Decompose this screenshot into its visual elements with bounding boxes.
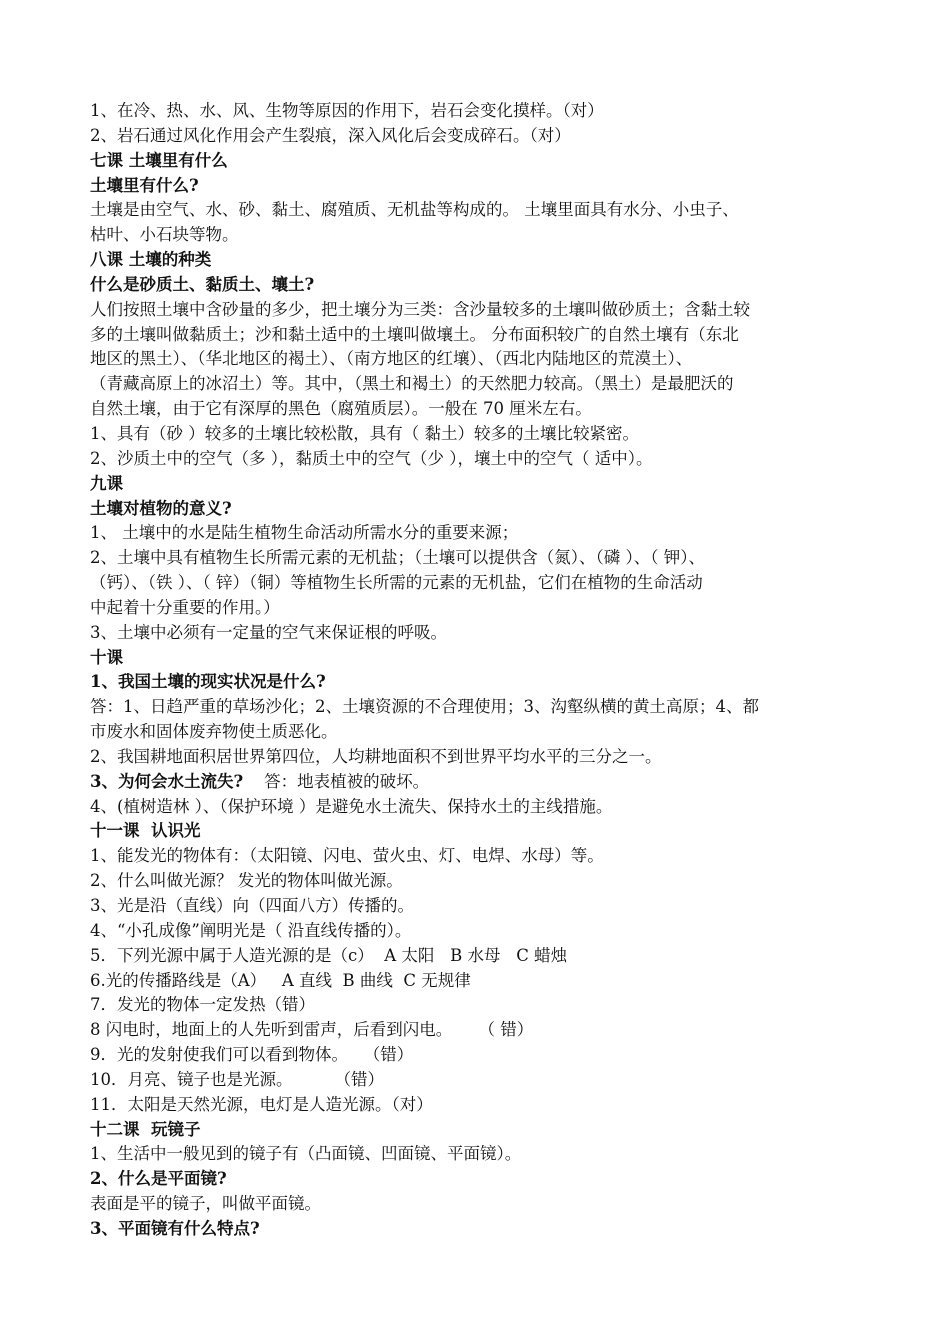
text-line: [90, 422, 870, 447]
text-line: [90, 1068, 870, 1093]
text-line: [90, 720, 870, 745]
text-line: [90, 1043, 870, 1068]
line-text: 1、具有（砂 ）较多的土壤比较松散，具有（ 黏土）较多的土壤比较紧密。: [90, 423, 639, 443]
text-line: [90, 1018, 870, 1043]
text-line: [90, 372, 870, 397]
line-text: 多的土壤叫做黏质土；沙和黏土适中的土壤叫做壤土。 分布面积较广的自然土壤有（东北: [90, 324, 739, 344]
text-line: [90, 571, 870, 596]
text-line: [90, 99, 870, 124]
document-body: [90, 99, 870, 1242]
text-line: [90, 1192, 870, 1217]
line-text: 3、平面镜有什么特点?: [90, 1218, 260, 1238]
text-line: [90, 298, 870, 323]
line-text: 1、 土壤中的水是陆生植物生命活动所需水分的重要来源；: [90, 523, 519, 543]
line-text: 1、能发光的物体有：（太阳镜、闪电、萤火虫、灯、电焊、水母）等。: [90, 846, 604, 866]
line-text: 十一课 认识光: [90, 821, 201, 841]
text-line: [90, 124, 870, 149]
line-text: 自然土壤，由于它有深厚的黑色（腐殖质层）。一般在 70 厘米左右。: [90, 399, 592, 419]
text-line: [90, 869, 870, 894]
section-heading: [90, 497, 870, 522]
section-heading: [90, 472, 870, 497]
text-line: [90, 347, 870, 372]
text-line: [90, 323, 870, 348]
line-text: 7．发光的物体一定发热（错）: [90, 995, 315, 1015]
text-line: [90, 919, 870, 944]
line-text: 2、我国耕地面积居世界第四位，人均耕地面积不到世界平均水平的三分之一。: [90, 746, 662, 766]
text-line: [90, 944, 870, 969]
section-heading: [90, 1118, 870, 1143]
line-text: 土壤对植物的意义?: [90, 498, 232, 518]
line-text: 8 闪电时，地面上的人先听到雷声，后看到闪电。 （ 错）: [90, 1020, 534, 1040]
line-text: 2、什么叫做光源？ 发光的物体叫做光源。: [90, 871, 403, 891]
text-line: [90, 1093, 870, 1118]
text-line: [90, 447, 870, 472]
line-text: 七课 土壤里有什么: [90, 150, 228, 170]
text-line: [90, 969, 870, 994]
line-text: 4、(植树造林 ）、（保护环境 ）是避免水土流失、保持水土的主线措施。: [90, 796, 613, 816]
text-line: [90, 223, 870, 248]
section-heading: [90, 248, 870, 273]
text-line: [90, 894, 870, 919]
line-text: 十二课 玩镜子: [90, 1119, 201, 1139]
text-line: [90, 844, 870, 869]
section-heading: [90, 149, 870, 174]
section-heading: [90, 770, 870, 795]
section-heading: [90, 670, 870, 695]
section-heading: [90, 174, 870, 199]
line-text: 1、在冷、热、水、风、生物等原因的作用下，岩石会变化摸样。（对）: [90, 101, 604, 120]
line-text: 人们按照土壤中含砂量的多少，把土壤分为三类：含沙量较多的土壤叫做砂质土；含黏土较: [90, 299, 750, 319]
line-text: 6.光的传播路线是（A） A 直线 B 曲线 C 无规律: [90, 970, 471, 990]
section-heading: [90, 1217, 870, 1242]
line-text: 9．光的发射使我们可以看到物体。 （错）: [90, 1045, 414, 1065]
line-text: 九课: [90, 473, 123, 493]
section-heading: [90, 1167, 870, 1192]
text-line: [90, 745, 870, 770]
line-text: 3、光是沿（直线）向（四面八方）传播的。: [90, 896, 414, 915]
line-text: 地区的黑土）、（华北地区的褐土）、（南方地区的红壤）、（西北内陆地区的荒漠土）、: [90, 349, 693, 369]
line-text: 表面是平的镜子，叫做平面镜。: [90, 1194, 321, 1214]
line-text: 1、我国土壤的现实状况是什么?: [90, 672, 326, 692]
line-text: 八课 土壤的种类: [90, 250, 212, 270]
text-line: [90, 198, 870, 223]
section-heading: [90, 273, 870, 298]
line-text: 1、生活中一般见到的镜子有（凸面镜、凹面镜、平面镜）。: [90, 1144, 522, 1164]
line-text: 2、土壤中具有植物生长所需元素的无机盐；（土壤可以提供含（氮）、（磷 ）、（ 钾）、: [90, 548, 705, 568]
line-text: 答：1、日趋严重的草场沙化；2、土壤资源的不合理使用；3、沟壑纵横的黄土高原；4、都: [90, 697, 759, 717]
text-line: [90, 521, 870, 546]
text-line: [90, 621, 870, 646]
text-line: [90, 397, 870, 422]
text-line: [90, 695, 870, 720]
line-text: 土壤是由空气、水、砂、黏土、腐殖质、无机盐等构成的。 土壤里面具有水分、小虫子、: [90, 200, 739, 220]
line-text: 2、沙质土中的空气（多 ），黏质土中的空气（少 ），壤土中的空气（ 适中）。: [90, 448, 653, 468]
line-text: 3、为何会水土流失?: [90, 771, 244, 791]
line-text: 2、什么是平面镜?: [90, 1169, 227, 1189]
line-text: 市废水和固体废弃物使土质恶化。: [90, 722, 338, 742]
text-line: [90, 546, 870, 571]
line-text: 2、岩石通过风化作用会产生裂痕，深入风化后会变成碎石。（对）: [90, 125, 571, 145]
line-text: 3、土壤中必须有一定量的空气来保证根的呼吸。: [90, 622, 447, 642]
text-line: [90, 993, 870, 1018]
section-heading: [90, 646, 870, 671]
line-text: 5．下列光源中属于人造光源的是（c） A 太阳 B 水母 C 蜡烛: [90, 945, 568, 965]
line-text: 土壤里有什么?: [90, 175, 199, 195]
text-line: [90, 795, 870, 820]
line-text: （青藏高原上的冰沼土）等。其中，（黑土和褐土）的天然肥力较高。（黑土）是最肥沃的: [90, 374, 734, 394]
text-line: [90, 1142, 870, 1167]
line-text: 4、“小孔成像”阐明光是（ 沿直线传播的）。: [90, 920, 412, 940]
text-line: [90, 596, 870, 621]
section-heading: [90, 819, 870, 844]
line-text: 枯叶、小石块等物。: [90, 225, 239, 245]
line-text: 十课: [90, 647, 123, 667]
line-answer: 答：地表植被的破坏。: [243, 771, 430, 791]
line-text: 11．太阳是天然光源，电灯是人造光源。（对）: [90, 1094, 433, 1114]
line-text: 中起着十分重要的作用。）: [90, 597, 280, 617]
line-text: 10．月亮、镜子也是光源。 （错）: [90, 1069, 384, 1089]
line-text: （钙）、（铁 ）、（ 锌）（铜）等植物生长所需的元素的无机盐，它们在植物的生命活动: [90, 573, 703, 593]
line-text: 什么是砂质土、黏质土、壤土?: [90, 274, 315, 294]
